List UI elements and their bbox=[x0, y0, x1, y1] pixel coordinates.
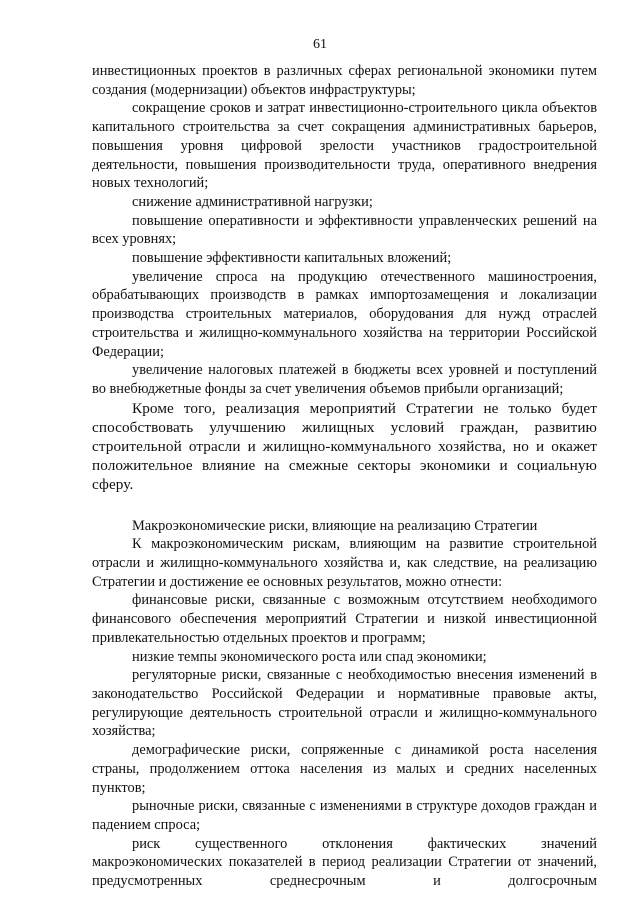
list-item: сокращение сроков и затрат инвестиционно-строительного цикла объектов капитального строительства за счет сокращения административных барьеров, повышения уровня цифровой зрелости участников градостроительной деятельности, повышения производительности труда, оперативного внедрения новых технологий; bbox=[92, 100, 597, 192]
document-body bbox=[92, 62, 597, 891]
paragraph: Кроме того, реализация мероприятий Стратегии не только будет способствовать улучшению жилищных условий граждан, развитию строительной отрасли и жилищно-коммунального хозяйства, но и окажет положительное влияние на смежные секторы экономики и социальную сферу. bbox=[92, 399, 597, 493]
risk-item: рыночные риски, связанные с изменениями в структуре доходов граждан и падением спроса; bbox=[92, 798, 597, 833]
list-item: повышение эффективности капитальных вложений; bbox=[132, 250, 452, 267]
section-spacer bbox=[92, 494, 597, 517]
risk-item: финансовые риски, связанные с возможным отсутствием необходимого финансового обеспечения мероприятий Стратегии и низкой инвестиционной привлекательностью отдельных проектов и программ; bbox=[92, 592, 597, 646]
list-item: увеличение налоговых платежей в бюджеты всех уровней и поступлений во внебюджетные фонды за счет увеличения объемов прибыли организаций; bbox=[92, 362, 597, 397]
page-number: 61 bbox=[313, 37, 327, 52]
list-item: снижение административной нагрузки; bbox=[132, 193, 373, 210]
paragraph: инвестиционных проектов в различных сферах региональной экономики путем создания (модернизации) объектов инфраструктуры; bbox=[92, 63, 597, 98]
risk-item: низкие темпы экономического роста или спад экономики; bbox=[132, 648, 487, 665]
list-item: повышение оперативности и эффективности управленческих решений на всех уровнях; bbox=[92, 212, 597, 248]
section-heading: Макроэкономические риски, влияющие на реализацию Стратегии bbox=[132, 517, 538, 534]
risk-item: демографические риски, сопряженные с динамикой роста населения страны, продолжением оттока населения из малых и средних населенных пунктов; bbox=[92, 742, 597, 796]
list-item: увеличение спроса на продукцию отечественного машиностроения, обрабатывающих производств в рамках импортозамещения и локализации производства строительных материалов, оборудования для нужд отраслей строительства и жилищно-коммунального хозяйства на территории Российской Федерации; bbox=[92, 268, 597, 360]
risk-item: риск существенного отклонения фактических значений макроэкономических показателей в период реализации Стратегии от значений, предусмотренных среднесрочным и долгосрочным bbox=[92, 835, 597, 890]
paragraph: К макроэкономическим рискам, влияющим на развитие строительной отрасли и жилищно-коммунального хозяйства и, как следствие, на реализацию Стратегии и достижение ее основных результатов, можно отнести: bbox=[92, 536, 597, 590]
risk-item: регуляторные риски, связанные с необходимостью внесения изменений в законодательство Российской Федерации и нормативные правовые акты, регулирующие деятельность строительной отрасли и жилищно-коммунального хозяйства; bbox=[92, 667, 597, 740]
